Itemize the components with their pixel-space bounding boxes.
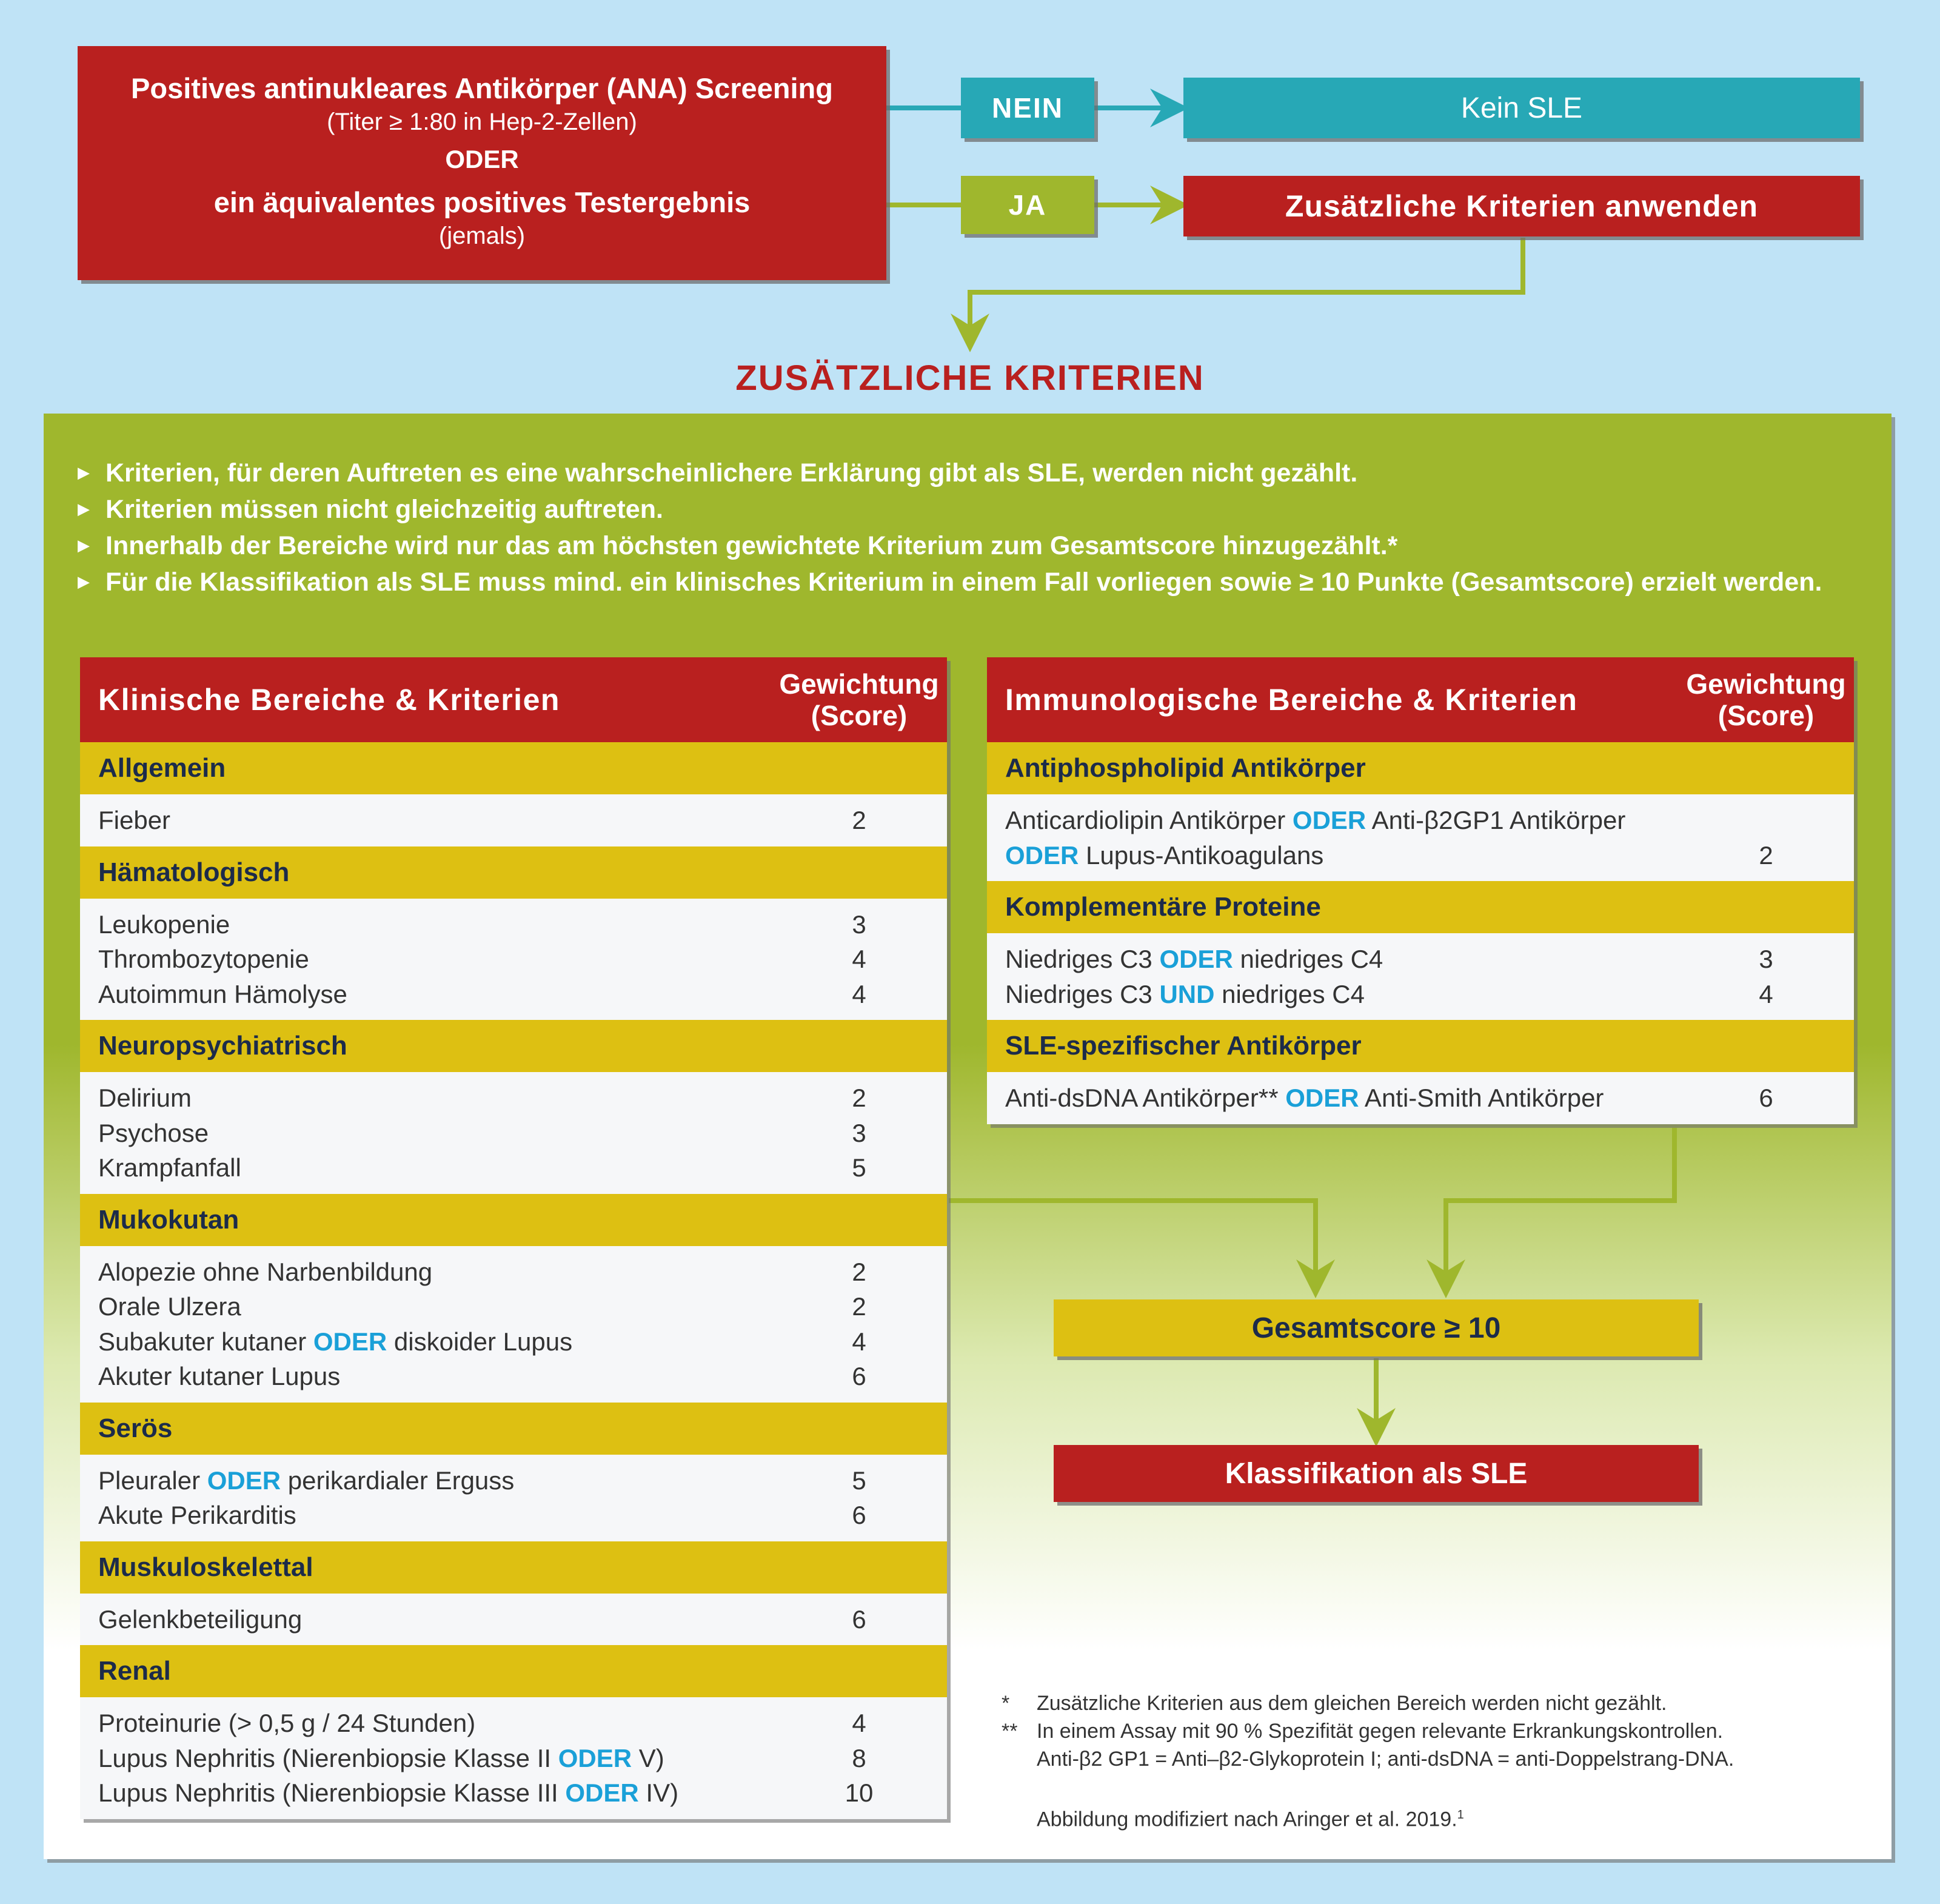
- criterion-row: [987, 803, 1854, 838]
- keyword: ODER: [1292, 806, 1366, 834]
- ana-line-3: ein äquivalentes positives Testergebnis: [213, 186, 751, 218]
- criterion-label: [987, 942, 1678, 977]
- keyword: ODER: [1285, 1084, 1359, 1112]
- criterion-row: [80, 1498, 947, 1533]
- ana-line-2: (Titer ≥ 1:80 in Hep-2-Zellen): [327, 109, 637, 135]
- criterion-label: [987, 838, 1678, 873]
- clinical-table-header: [80, 657, 947, 742]
- criterion-label: [80, 977, 771, 1012]
- domain-header: Komplementäre Proteine: [987, 881, 1854, 933]
- domain-header: Allgemein: [80, 742, 947, 794]
- domain-header: Muskuloskelettal: [80, 1541, 947, 1594]
- domain-items: [80, 1594, 947, 1646]
- criterion-label: [80, 1324, 771, 1359]
- criterion-text: Orale Ulzera: [98, 1292, 241, 1321]
- criterion-score: 8: [852, 1743, 866, 1772]
- clinical-to-total-arrow: [949, 1201, 1316, 1289]
- criterion-label: [80, 1741, 771, 1776]
- immunological-table-header: [987, 657, 1854, 742]
- criterion-text: Krampfanfall: [98, 1153, 241, 1182]
- criterion-text: diskoider Lupus: [387, 1327, 573, 1356]
- source-note: [1037, 1801, 1464, 1833]
- criterion-text: perikardialer Erguss: [281, 1466, 515, 1495]
- criterion-label: [80, 1498, 771, 1533]
- criterion-label: [987, 803, 1678, 838]
- domain-header: Renal: [80, 1645, 947, 1697]
- keyword: ODER: [558, 1743, 632, 1772]
- criterion-score: 2: [852, 1257, 866, 1286]
- footnote-1: Zusätzliche Kriterien aus dem gleichen Bereich werden nicht gezählt.: [1037, 1692, 1667, 1715]
- immunological-weight-header: [1678, 668, 1854, 731]
- criterion-row: [80, 1463, 947, 1498]
- criterion-text: Lupus Nephritis (Nierenbiopsie Klasse III: [98, 1778, 566, 1807]
- criterion-text: Psychose: [98, 1118, 209, 1147]
- domain-items: [80, 1697, 947, 1819]
- criterion-score: 3: [1759, 945, 1773, 973]
- criterion-row: [80, 1602, 947, 1637]
- criterion-label: [80, 907, 771, 942]
- criterion-label: [80, 1602, 771, 1637]
- criterion-row: [80, 1289, 947, 1324]
- criterion-row: [80, 977, 947, 1012]
- nein-tag: NEIN: [961, 78, 1094, 138]
- domain-items: [987, 933, 1854, 1020]
- criterion-label: [987, 977, 1678, 1012]
- criterion-text: Delirium: [98, 1084, 192, 1112]
- criterion-row: [80, 803, 947, 838]
- criterion-label: [80, 803, 771, 838]
- criterion-label: [80, 942, 771, 977]
- ana-line-4: (jemals): [438, 223, 526, 249]
- classification-box: Klassifikation als SLE: [1054, 1445, 1699, 1502]
- criterion-text: Gelenkbeteiligung: [98, 1604, 303, 1634]
- criterion-text: Anti-Smith Antikörper: [1359, 1084, 1604, 1112]
- domain-items: [80, 1072, 947, 1194]
- criterion-label: [987, 1081, 1678, 1116]
- kein-sle-box: Kein SLE: [1183, 78, 1860, 138]
- criterion-label: [80, 1706, 771, 1741]
- clinical-table-body: [80, 742, 947, 1819]
- criterion-row: [80, 942, 947, 977]
- criterion-score: 3: [852, 1118, 866, 1147]
- criterion-label: [80, 1081, 771, 1116]
- criterion-text: Niedriges C3: [1005, 945, 1160, 973]
- note-bullet: ▶ Kriterien müssen nicht gleichzeitig auftreten.: [78, 491, 1884, 528]
- criterion-text: Akuter kutaner Lupus: [98, 1362, 341, 1390]
- criterion-text: Alopezie ohne Narbenbildung: [98, 1257, 433, 1286]
- criterion-text: Autoimmun Hämolyse: [98, 979, 347, 1008]
- immunological-table: [987, 657, 1854, 1124]
- criterion-row: [80, 1081, 947, 1116]
- criterion-text: Anticardiolipin Antikörper: [1005, 806, 1293, 834]
- ana-screening-box: [78, 46, 886, 280]
- criterion-text: niedriges C4: [1214, 979, 1365, 1008]
- criteria-notes: [78, 455, 1884, 600]
- criterion-label: [80, 1150, 771, 1185]
- criterion-label: [80, 1289, 771, 1324]
- keyword: ODER: [207, 1466, 281, 1495]
- criterion-text: Leukopenie: [98, 910, 230, 939]
- source-superscript: 1: [1457, 1808, 1464, 1822]
- criterion-row: [80, 1775, 947, 1811]
- criterion-text: Lupus Nephritis (Nierenbiopsie Klasse II: [98, 1743, 558, 1772]
- criterion-score: 4: [852, 1709, 866, 1737]
- clinical-weight-header: [771, 668, 947, 731]
- clinical-header-title: Klinische Bereiche & Kriterien: [98, 683, 560, 717]
- criterion-score: 2: [852, 1084, 866, 1112]
- note-bullet: ▶ Kriterien, für deren Auftreten es eine wahrscheinlichere Erklärung gibt als SLE, werden nicht gezählt.: [78, 455, 1884, 491]
- domain-items: [987, 794, 1854, 881]
- keyword: ODER: [313, 1327, 387, 1356]
- footnotes: [1002, 1689, 1875, 1833]
- criterion-label: [80, 1359, 771, 1394]
- criterion-row: [80, 1359, 947, 1394]
- keyword: ODER: [1159, 945, 1233, 973]
- immunological-header-title: Immunologische Bereiche & Kriterien: [1005, 683, 1578, 717]
- criterion-row: [80, 1116, 947, 1151]
- domain-items: [80, 1246, 947, 1403]
- footnote-mark: *: [1002, 1692, 1010, 1715]
- weight-header-line-2: (Score): [1718, 700, 1815, 731]
- criterion-text: niedriges C4: [1233, 945, 1383, 973]
- note-bullet: ▶ Innerhalb der Bereiche wird nur das am höchsten gewichtete Kriterium zum Gesamtscore hinzugezählt.*: [78, 528, 1884, 564]
- criterion-label: [80, 1463, 771, 1498]
- criterion-row: [80, 1741, 947, 1776]
- criterion-row: [80, 1706, 947, 1741]
- criterion-text: Anti-dsDNA Antikörper**: [1005, 1084, 1286, 1112]
- domain-header: Neuropsychiatrisch: [80, 1020, 947, 1072]
- domain-items: [80, 1455, 947, 1541]
- criterion-score: 6: [1759, 1084, 1773, 1112]
- criterion-text: Subakuter kutaner: [98, 1327, 313, 1356]
- criterion-row: [987, 977, 1854, 1012]
- criterion-score: 5: [852, 1466, 866, 1495]
- criterion-text: Lupus-Antikoagulans: [1079, 840, 1324, 870]
- keyword: UND: [1159, 979, 1215, 1008]
- criterion-score: 6: [852, 1604, 866, 1634]
- criterion-score: 4: [1759, 979, 1773, 1008]
- domain-items: [80, 794, 947, 846]
- criterion-text: Niedriges C3: [1005, 979, 1160, 1008]
- criterion-text: Anti-β2GP1 Antikörper: [1366, 806, 1626, 834]
- apply-criteria-box: Zusätzliche Kriterien anwenden: [1183, 176, 1860, 236]
- domain-items: [987, 1072, 1854, 1124]
- criterion-label: [80, 1775, 771, 1811]
- source-text: Abbildung modifiziert nach Aringer et al. 2019.: [1037, 1808, 1457, 1831]
- criterion-label: [80, 1255, 771, 1290]
- criterion-text: Thrombozytopenie: [98, 945, 309, 973]
- immuno-to-total-arrow: [1446, 1128, 1674, 1289]
- domain-items: [80, 899, 947, 1021]
- abbreviations-note: Anti-β2 GP1 = Anti–β2-Glykoprotein I; anti-dsDNA = anti-Doppelstrang-DNA.: [1037, 1748, 1734, 1771]
- ana-oder: ODER: [445, 145, 519, 173]
- immunological-table-body: [987, 742, 1854, 1124]
- clinical-table: [80, 657, 947, 1819]
- criterion-label: [80, 1116, 771, 1151]
- criterion-score: [1678, 803, 1854, 838]
- note-bullet: ▶ Für die Klassifikation als SLE muss mind. ein klinisches Kriterium in einem Fall vorliegen sowie ≥ 10 Punkte (Gesamtscore) erzielt werden.: [78, 564, 1884, 600]
- section-title: ZUSÄTZLICHE KRITERIEN: [735, 358, 1205, 398]
- ana-line-1: Positives antinukleares Antikörper (ANA) Screening: [131, 72, 833, 104]
- criterion-score: 6: [852, 1501, 866, 1529]
- criterion-text: Proteinurie (> 0,5 g / 24 Stunden): [98, 1709, 476, 1737]
- criterion-text: Pleuraler: [98, 1466, 207, 1495]
- criterion-row: [80, 1255, 947, 1290]
- weight-header-line-1: Gewichtung: [779, 668, 939, 700]
- domain-header: Serös: [80, 1403, 947, 1455]
- ja-tag: JA: [961, 176, 1094, 234]
- criterion-row: [80, 907, 947, 942]
- criterion-score: 2: [852, 806, 866, 834]
- criterion-score: 4: [852, 945, 866, 973]
- domain-header: Hämatologisch: [80, 846, 947, 899]
- criterion-row: [80, 1150, 947, 1185]
- weight-header-line-2: (Score): [811, 700, 908, 731]
- criterion-score: 2: [852, 1292, 866, 1321]
- weight-header-line-1: Gewichtung: [1686, 668, 1846, 700]
- footnote-mark: **: [1002, 1720, 1018, 1743]
- domain-header: SLE-spezifischer Antikörper: [987, 1020, 1854, 1072]
- total-score-box: Gesamtscore ≥ 10: [1054, 1299, 1699, 1356]
- criterion-row: [987, 1081, 1854, 1116]
- keyword: ODER: [1005, 840, 1079, 870]
- domain-header: Antiphospholipid Antikörper: [987, 742, 1854, 794]
- criteria-down-arrow: [970, 238, 1523, 343]
- criterion-score: 10: [845, 1778, 874, 1807]
- criterion-text: V): [632, 1743, 664, 1772]
- keyword: ODER: [565, 1778, 639, 1807]
- criterion-row: [987, 838, 1854, 873]
- criterion-score: 5: [852, 1153, 866, 1182]
- criterion-score: 2: [1759, 840, 1773, 870]
- domain-header: Mukokutan: [80, 1194, 947, 1246]
- criterion-score: 4: [852, 1327, 866, 1356]
- criterion-row: [987, 942, 1854, 977]
- criterion-score: 4: [852, 979, 866, 1008]
- criterion-score: 6: [852, 1362, 866, 1390]
- criterion-text: IV): [638, 1778, 679, 1807]
- criterion-text: Akute Perikarditis: [98, 1501, 296, 1529]
- criterion-score: 3: [852, 910, 866, 939]
- criterion-row: [80, 1324, 947, 1359]
- criterion-text: Fieber: [98, 806, 171, 834]
- footnote-2: In einem Assay mit 90 % Spezifität gegen relevante Erkrankungskontrollen.: [1037, 1720, 1724, 1743]
